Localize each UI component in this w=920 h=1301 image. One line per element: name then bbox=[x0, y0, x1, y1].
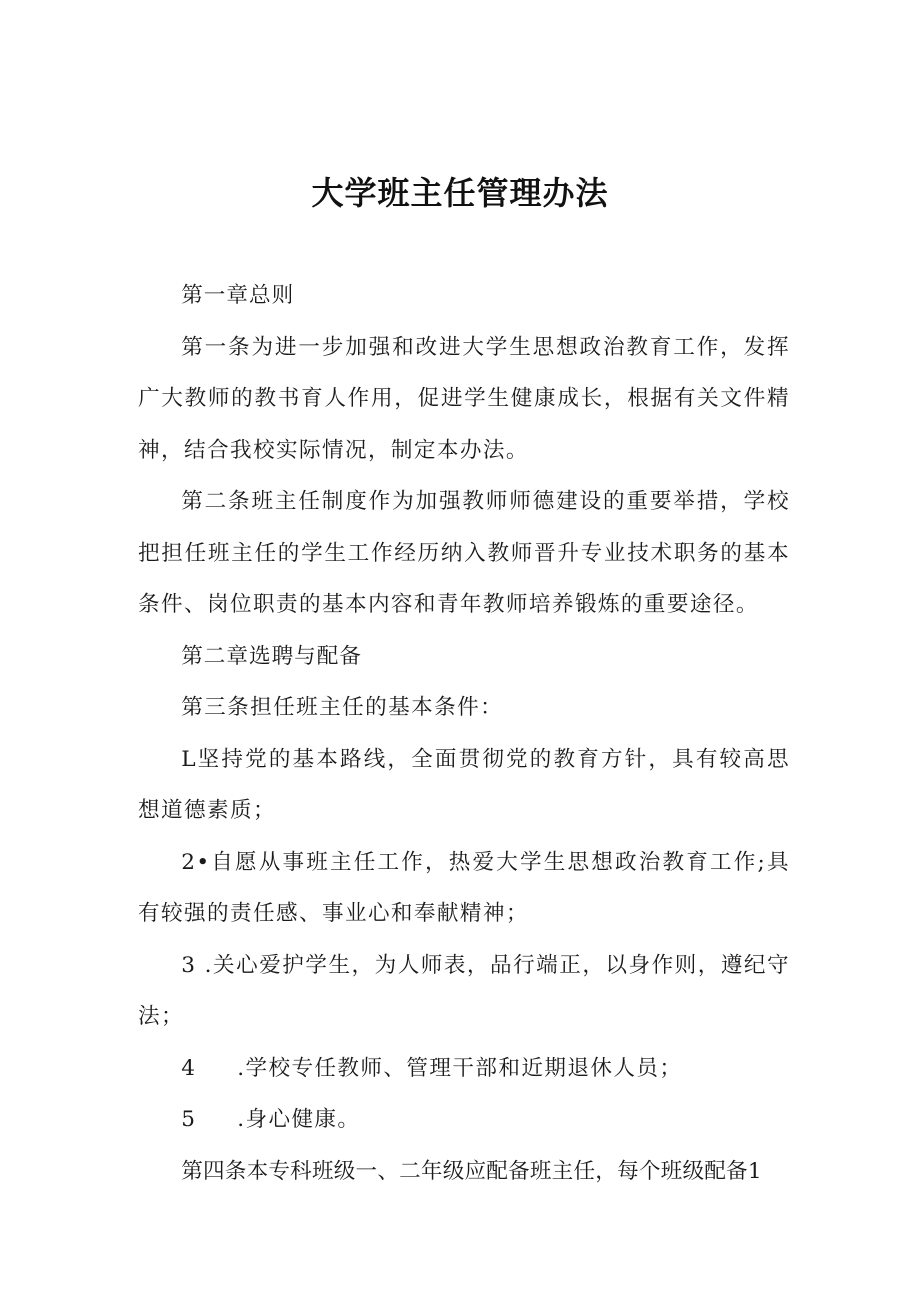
chapter-1-heading: 第一章总则 bbox=[181, 283, 295, 308]
condition-4-paragraph bbox=[138, 1043, 790, 1095]
condition-4-text: .学校专任教师、管理干部和近期退休人员； bbox=[237, 1055, 683, 1081]
condition-5-number: 5 bbox=[181, 1107, 197, 1132]
condition-4-number: 4 bbox=[181, 1055, 197, 1081]
condition-3-paragraph: 3 .关心爱护学生，为人师表，品行端正，以身作则，遵纪守法； bbox=[138, 952, 790, 1029]
condition-5-paragraph bbox=[138, 1094, 790, 1146]
article-3-paragraph: 第三条担任班主任的基本条件： bbox=[181, 695, 504, 720]
condition-1-paragraph: L坚持党的基本路线，全面贯彻党的教育方针，具有较高思想道德素质； bbox=[138, 746, 790, 823]
document-body bbox=[138, 270, 790, 1197]
article-1-paragraph: 第一条为进一步加强和改进大学生思想政治教育工作，发挥广大教师的教书育人作用，促进学生健康成长，根据有关文件精神，结合我校实际情况，制定本办法。 bbox=[138, 334, 790, 463]
document-title: 大学班主任管理办法 bbox=[311, 174, 609, 212]
condition-2-paragraph: 2•自愿从事班主任工作，热爱大学生思想政治教育工作;具有较强的责任感、事业心和奉献精神； bbox=[138, 849, 790, 926]
chapter-2-heading: 第二章选聘与配备 bbox=[181, 643, 362, 669]
article-4-paragraph: 第四条本专科班级一、二年级应配备班主任，每个班级配备1 bbox=[181, 1158, 762, 1184]
condition-5-text: .身心健康。 bbox=[237, 1107, 361, 1132]
article-2-paragraph: 第二条班主任制度作为加强教师师德建设的重要举措，学校把担任班主任的学生工作经历纳入教师晋升专业技术职务的基本条件、岗位职责的基本内容和青年教师培养锻炼的重要途径。 bbox=[138, 489, 790, 617]
